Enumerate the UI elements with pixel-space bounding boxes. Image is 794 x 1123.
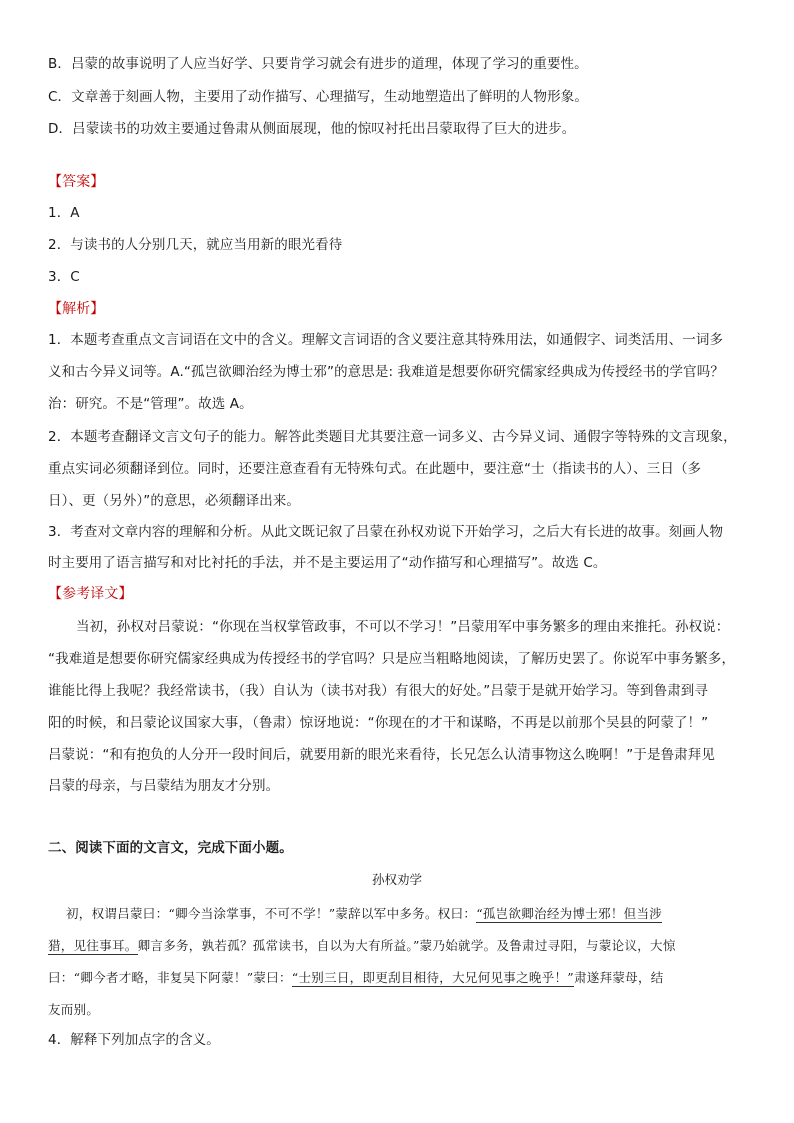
- answer-item: 1．A: [48, 205, 80, 221]
- choice-d: D．吕蒙读书的功效主要通过鲁肃从侧面展现，他的惊叹衬托出吕蒙取得了巨大的进步。: [48, 121, 576, 137]
- passage-line: [66, 904, 662, 924]
- passage-text: 卿言多务，孰若孤？孤常读书，自以为大有所益。”蒙乃始就学。及鲁肃过寻阳，与蒙论议，大惊: [137, 938, 676, 953]
- analysis-line: 3．考查对文章内容的理解和分析。从此文既记叙了吕蒙在孙权劝说下开始学习，之后大有长进的故事。刻画人物: [48, 524, 724, 540]
- analysis-line: 治：研究。不是“管理”。故选 A。: [48, 396, 253, 412]
- underlined-sentence: “士别三日，即更刮目相待，大兄何见事之晚乎！”: [291, 970, 574, 985]
- analysis-line: 重点实词必须翻译到位。同时，还要注意查看有无特殊句式。在此题中，要注意“士（指读书的人）、三日（多: [48, 461, 702, 477]
- passage-line: 友而别。: [48, 1002, 100, 1017]
- translation-line: 阳的时候，和吕蒙论议国家大事，（鲁肃）惊讶地说：“你现在的才干和谋略，不再是以前那个吴县的阿蒙了！”: [48, 715, 709, 731]
- answer-tag: 【答案】: [48, 174, 105, 190]
- analysis-tag: 【解析】: [48, 301, 105, 317]
- passage-line: [48, 936, 676, 956]
- analysis-line: 2．本题考查翻译文言文句子的能力。解答此类题目尤其要注意一词多义、古今异义词、通假字等特殊的文言现象，: [48, 429, 737, 445]
- analysis-line: 日）、更（另外）”的意思，必须翻译出来。: [48, 493, 300, 509]
- passage-text: 肃遂拜蒙母，结: [573, 970, 664, 985]
- analysis-line: 时主要用了语言描写和对比衬托的手法，并不是主要运用了“动作描写和心理描写”。故选 C。: [48, 555, 607, 571]
- translation-line: 吕蒙的母亲，与吕蒙结为朋友才分别。: [48, 778, 280, 794]
- translation-line: 谁能比得上我呢？我经常读书，（我）自认为（读书对我）有很大的好处。”吕蒙于是就开始学习。等到鲁肃到寻: [48, 683, 708, 699]
- section-heading: 二、阅读下面的文言文，完成下面小题。: [48, 840, 293, 856]
- translation-tag: 【参考译文】: [48, 586, 133, 602]
- answer-item: 2．与读书的人分别几天，就应当用新的眼光看待: [48, 237, 343, 253]
- translation-line: 当初，孙权对吕蒙说：“你现在当权掌管政事，不可以不学习！”吕蒙用军中事务繁多的理由来推托。孙权说：: [76, 619, 730, 635]
- answer-item: 3．C: [48, 269, 80, 285]
- passage-text: 初，权谓吕蒙曰：“卿今当涂掌事，不可不学！”蒙辞以军中多务。权曰：: [66, 906, 477, 921]
- passage-text: 曰：“卿今者才略，非复吴下阿蒙！”蒙曰：: [48, 970, 292, 985]
- question-4: 4．解释下列加点字的含义。: [48, 1032, 220, 1048]
- translation-line: 吕蒙说：“和有抱负的人分开一段时间后，就要用新的眼光来看待，长兄怎么认清事物这么晚啊！”于是鲁肃拜见: [48, 747, 715, 763]
- analysis-line: 1．本题考查重点文言词语在文中的含义。理解文言词语的含义要注意其特殊用法，如通假字、词类活用、一词多: [48, 332, 724, 348]
- underlined-sentence: “孤岂欲卿治经为博士邪！但当涉: [476, 906, 663, 921]
- choice-c: C．文章善于刻画人物，主要用了动作描写、心理描写，生动地塑造出了鲜明的人物形象。: [48, 89, 588, 105]
- choice-b: B．吕蒙的故事说明了人应当好学、只要肯学习就会有进步的道理，体现了学习的重要性。: [48, 56, 588, 72]
- passage-title: 孙权劝学: [371, 872, 422, 887]
- translation-line: “我难道是想要你研究儒家经典成为传授经书的学官吗？只是应当粗略地阅读，了解历史罢了。你说军中事务繁多，: [48, 651, 736, 667]
- passage-line: [48, 968, 664, 988]
- analysis-line: 义和古今异义词等。A.“孤岂欲卿治经为博士邪”的意思是: 我难道是想要你研究儒家经典成为传授经书的学官吗？: [48, 364, 724, 380]
- underlined-sentence: 猎，见往事耳。: [48, 938, 138, 953]
